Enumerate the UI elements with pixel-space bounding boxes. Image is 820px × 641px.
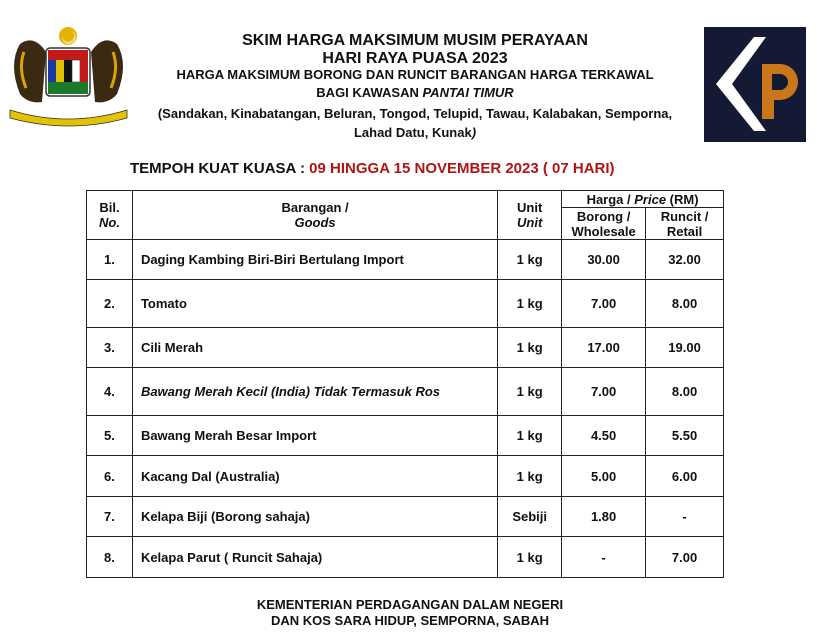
subtitle-line-4	[135, 85, 695, 100]
title-line-2: HARI RAYA PUASA 2023	[322, 50, 508, 67]
cell-no-text: 6.	[104, 468, 115, 484]
table-row	[87, 416, 724, 456]
cell-runcit	[646, 240, 724, 280]
header-borong-en: Wholesale	[571, 223, 636, 239]
cell-item	[132, 497, 497, 537]
cell-borong	[562, 328, 646, 368]
footer-ministry	[180, 597, 640, 629]
price-table	[86, 190, 724, 578]
header-unit-en: Unit	[517, 215, 543, 230]
cell-no	[87, 416, 133, 456]
header-bil	[87, 191, 133, 240]
cell-item	[132, 328, 497, 368]
district-list	[125, 104, 705, 142]
header-harga-price: Price	[634, 191, 667, 207]
title-line-1: SKIM HARGA MAKSIMUM MUSIM PERAYAAN	[242, 32, 588, 49]
subtitle-line-3: HARGA MAKSIMUM BORONG DAN RUNCIT BARANGAN HARGA TERKAWAL	[176, 67, 654, 82]
cell-item-text: Kelapa Biji (Borong sahaja)	[140, 509, 310, 524]
cell-borong-text: 30.00	[587, 252, 620, 267]
table-row	[87, 240, 724, 280]
ministry-logo-icon	[704, 27, 806, 142]
cell-no	[87, 240, 133, 280]
header-unit-ms: Unit	[517, 200, 543, 215]
cell-runcit	[646, 280, 724, 328]
cell-runcit-text: 5.50	[671, 428, 698, 443]
cell-borong-text: 1.80	[590, 509, 617, 524]
cell-unit-text: 1 kg	[516, 252, 543, 267]
cell-no	[87, 456, 133, 497]
footer-line-2: DAN KOS SARA HIDUP, SEMPORNA, SABAH	[270, 613, 550, 628]
area-prefix: BAGI KAWASAN	[316, 85, 423, 100]
table-row	[87, 456, 724, 497]
cell-no	[87, 537, 133, 578]
cell-borong	[562, 416, 646, 456]
cell-unit	[498, 280, 562, 328]
cell-no	[87, 368, 133, 416]
header-harga-suffix: (RM)	[666, 191, 699, 207]
table-row	[87, 368, 724, 416]
cell-runcit	[646, 416, 724, 456]
cell-no-text: 5.	[104, 428, 115, 443]
cell-item	[132, 240, 497, 280]
header-barangan-ms: Barangan /	[281, 200, 349, 215]
cell-no-text: 1.	[104, 252, 115, 267]
cell-no-text: 2.	[104, 296, 115, 311]
cell-no	[87, 328, 133, 368]
cell-item	[132, 456, 497, 497]
table-row	[87, 497, 724, 537]
cell-item-text: Kacang Dal (Australia)	[140, 468, 280, 484]
cell-unit-text: 1 kg	[516, 340, 543, 355]
header-unit	[498, 191, 562, 240]
cell-runcit-text: 6.00	[671, 468, 698, 484]
district-close-paren: )	[471, 125, 477, 140]
cell-runcit-text: 19.00	[668, 340, 701, 355]
cell-unit	[498, 497, 562, 537]
area-name: PANTAI TIMUR	[422, 85, 514, 100]
cell-runcit	[646, 328, 724, 368]
cell-item	[132, 368, 497, 416]
cell-borong	[562, 497, 646, 537]
cell-unit-text: 1 kg	[516, 384, 543, 399]
cell-unit-text: 1 kg	[516, 296, 543, 311]
cell-item	[132, 537, 497, 578]
cell-runcit-text: -	[682, 509, 687, 524]
cell-borong-text: 4.50	[590, 428, 617, 443]
cell-borong	[562, 368, 646, 416]
cell-borong-text: 7.00	[590, 384, 617, 399]
coat-of-arms-icon	[6, 22, 131, 130]
cell-borong-text: 17.00	[587, 340, 620, 355]
effective-period	[130, 160, 615, 177]
table-row	[87, 328, 724, 368]
cell-borong-text: -	[601, 549, 606, 565]
cell-item	[132, 416, 497, 456]
header-runcit	[646, 208, 724, 240]
cell-no-text: 8.	[104, 549, 115, 565]
table-row	[87, 537, 724, 578]
cell-unit-text: 1 kg	[516, 549, 543, 565]
cell-no	[87, 497, 133, 537]
cell-runcit-text: 8.00	[671, 296, 698, 311]
header-barangan-en: Goods	[294, 215, 336, 230]
cell-borong	[562, 240, 646, 280]
cell-no-text: 4.	[104, 384, 115, 399]
header-runcit-en: Retail	[666, 223, 703, 239]
header-harga	[562, 191, 724, 208]
cell-borong	[562, 280, 646, 328]
cell-runcit-text: 8.00	[671, 384, 698, 399]
cell-runcit-text: 32.00	[668, 252, 701, 267]
district-line-1: (Sandakan, Kinabatangan, Beluran, Tongod, Telupid, Tawau, Kalabakan, Semporna,	[157, 106, 673, 121]
cell-unit	[498, 456, 562, 497]
cell-unit	[498, 368, 562, 416]
cell-borong-text: 5.00	[590, 468, 617, 484]
cell-no	[87, 280, 133, 328]
header-runcit-ms: Runcit /	[660, 208, 709, 224]
cell-borong	[562, 456, 646, 497]
district-line-2: Lahad Datu, Kunak	[353, 125, 472, 140]
cell-runcit	[646, 497, 724, 537]
cell-unit	[498, 328, 562, 368]
cell-runcit	[646, 537, 724, 578]
table-row	[87, 280, 724, 328]
header-bil-ms: Bil.	[99, 200, 120, 215]
cell-unit-text: 1 kg	[516, 428, 543, 443]
cell-borong-text: 7.00	[590, 296, 617, 311]
cell-borong	[562, 537, 646, 578]
cell-unit	[498, 240, 562, 280]
cell-item-text: Bawang Merah Besar Import	[140, 428, 317, 443]
cell-no-text: 3.	[104, 340, 115, 355]
header-barangan	[132, 191, 497, 240]
table-header-row	[87, 191, 724, 208]
cell-runcit	[646, 368, 724, 416]
cell-item-text: Tomato	[140, 296, 187, 311]
period-value: 09 HINGGA 15 NOVEMBER 2023 ( 07 HARI)	[309, 160, 615, 177]
cell-item-text: Daging Kambing Biri-Biri Bertulang Import	[140, 252, 404, 267]
cell-item-text: Cili Merah	[140, 340, 204, 355]
cell-runcit	[646, 456, 724, 497]
cell-no-text: 7.	[104, 509, 115, 524]
header-bil-en: No.	[98, 215, 120, 230]
footer-line-1: KEMENTERIAN PERDAGANGAN DALAM NEGERI	[256, 597, 564, 612]
header-borong-ms: Borong /	[576, 208, 631, 224]
header-borong	[562, 208, 646, 240]
cell-runcit-text: 7.00	[671, 549, 698, 565]
cell-item-text: Bawang Merah Kecil (India) Tidak Termasuk Ros	[140, 384, 441, 399]
cell-item-text: Kelapa Parut ( Runcit Sahaja)	[140, 549, 323, 565]
cell-unit	[498, 537, 562, 578]
cell-unit-text: 1 kg	[516, 468, 543, 484]
header-harga-prefix: Harga /	[586, 191, 635, 207]
cell-unit	[498, 416, 562, 456]
period-label: TEMPOH KUAT KUASA :	[130, 160, 310, 177]
cell-unit-text: Sebiji	[512, 509, 547, 524]
cell-item	[132, 280, 497, 328]
